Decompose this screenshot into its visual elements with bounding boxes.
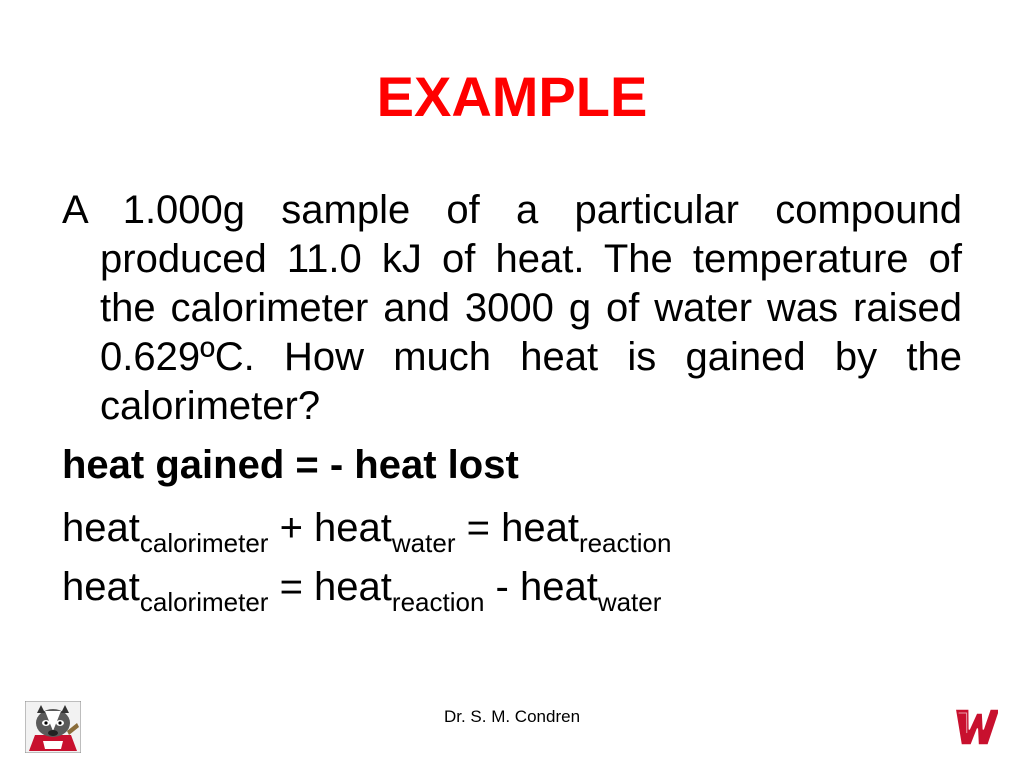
equation-1-subscript-1: calorimeter <box>139 527 269 558</box>
equation-1-term-3: heat <box>501 506 579 550</box>
problem-statement: A 1.000g sample of a particular compound produced 11.0 kJ of heat. The temperature of the calorimeter and 3000 g of water was raised 0.629ºC. How much heat is gained by the calorimeter? <box>62 188 962 428</box>
equation-1-operator-1: + <box>268 506 315 550</box>
equation-2-subscript-3: water <box>597 586 662 617</box>
equation-2 <box>62 563 662 617</box>
equation-1-term-1: heat <box>62 506 140 550</box>
equation-1-subscript-2: water <box>391 527 456 558</box>
equation-2-subscript-1: calorimeter <box>139 586 269 617</box>
principle-statement: heat gained = - heat lost <box>62 443 519 487</box>
equation-2-operator-1: = <box>268 565 315 609</box>
slide-title: EXAMPLE <box>376 65 648 128</box>
equation-1-subscript-3: reaction <box>578 527 672 558</box>
motion-w-logo-icon <box>950 703 998 749</box>
equation-1 <box>62 504 672 558</box>
equation-2-term-2: heat <box>314 565 392 609</box>
equation-2-operator-2: - <box>484 565 520 609</box>
equation-2-term-1: heat <box>62 565 140 609</box>
motion-w-graphic <box>950 703 998 749</box>
equation-1-term-2: heat <box>314 506 392 550</box>
equation-2-subscript-2: reaction <box>391 586 485 617</box>
equation-1-operator-2: = <box>455 506 502 550</box>
equation-2-term-3: heat <box>519 565 598 609</box>
footer-author: Dr. S. M. Condren <box>443 707 581 726</box>
